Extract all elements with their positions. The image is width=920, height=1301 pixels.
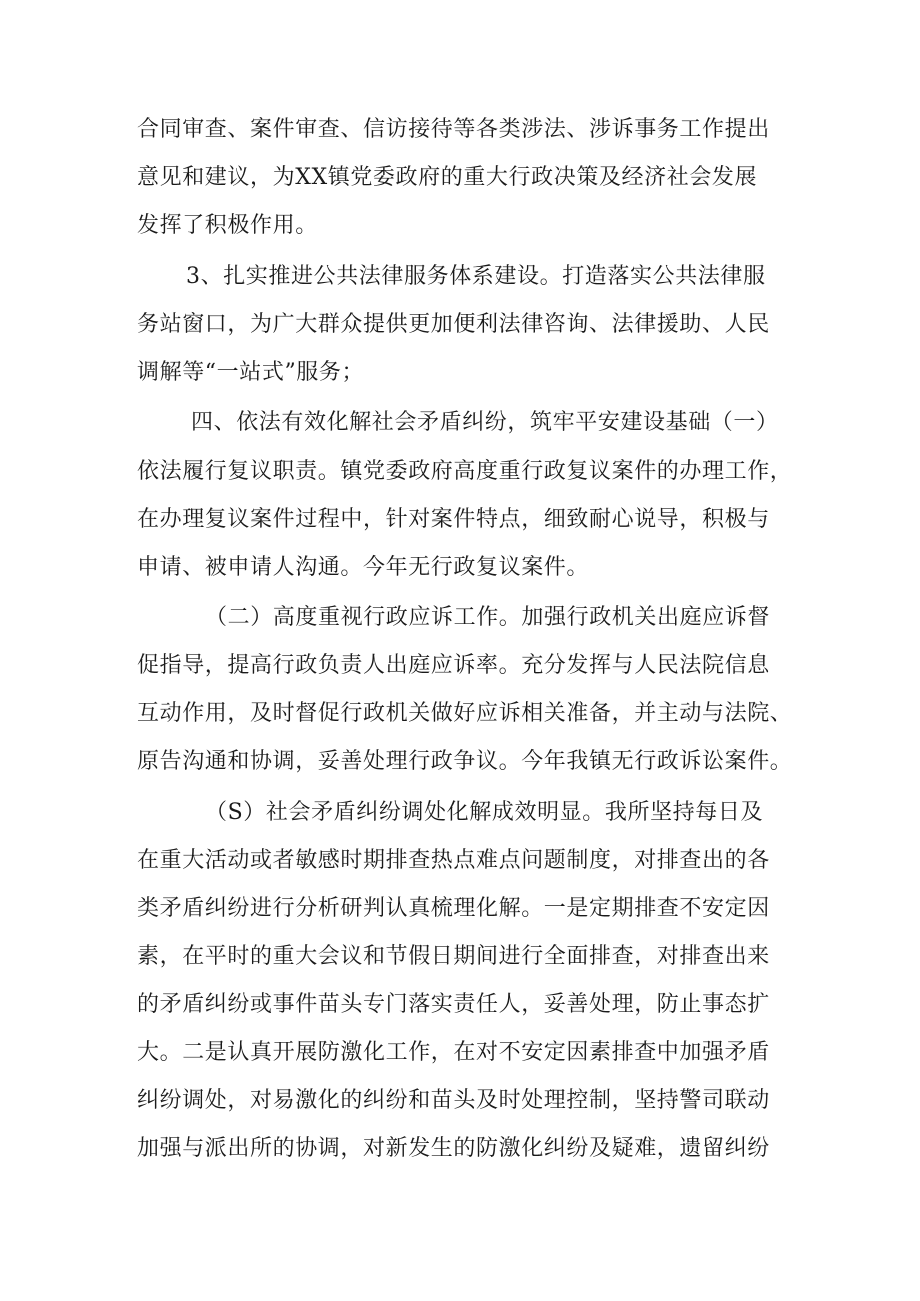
text-line: 调解等“一站式”服务； bbox=[137, 360, 365, 385]
text-line: 依法履行复议职责。镇党委政府高度重行政复议案件的办理工作， bbox=[137, 459, 793, 484]
text-line: 3、扎实推进公共法律服务体系建设。打造落实公共法律服 bbox=[186, 264, 766, 289]
text-line: 意见和建议，为XX镇党委政府的重大行政决策及经济社会发展 bbox=[137, 165, 758, 190]
text-line: （二）高度重视行政应诉工作。加强行政机关出庭应诉督 bbox=[205, 605, 771, 630]
text-line: 四、依法有效化解社会矛盾纠纷，筑牢平安建设基础（一） bbox=[191, 410, 779, 435]
text-line: 互动作用，及时督促行政机关做好应诉相关准备，并主动与法院、 bbox=[137, 701, 793, 726]
text-line: 在办理复议案件过程中，针对案件特点，细致耐心说导，积极与 bbox=[137, 507, 770, 532]
text-line: 类矛盾纠纷进行分析研判认真梳理化解。一是定期排查不安定因 bbox=[137, 896, 770, 921]
text-line: 的矛盾纠纷或事件苗头专门落实责任人，妥善处理，防止事态扩 bbox=[137, 992, 770, 1017]
text-line: 加强与派出所的协调，对新发生的防激化纠纷及疑难，遗留纠纷 bbox=[137, 1136, 770, 1161]
text-line: 在重大活动或者敏感时期排查热点难点问题制度，对排查出的各 bbox=[137, 848, 770, 873]
text-line: 发挥了积极作用。 bbox=[137, 213, 318, 238]
text-line: 原告沟通和协调，妥善处理行政争议。今年我镇无行政诉讼案件。 bbox=[137, 749, 793, 774]
text-line: 素，在平时的重大会议和节假日期间进行全面排查，对排查出来 bbox=[137, 944, 770, 969]
text-line: 申请、被申请人沟通。今年无行政复议案件。 bbox=[137, 555, 590, 580]
text-line: 纠纷调处，对易激化的纠纷和苗头及时处理控制，坚持警司联动 bbox=[137, 1088, 770, 1113]
text-line: 大。二是认真开展防激化工作，在对不安定因素排查中加强矛盾 bbox=[137, 1040, 770, 1065]
text-line: 务站窗口，为广大群众提供更加便利法律咨询、法律援助、人民 bbox=[137, 312, 770, 337]
text-line: 促指导，提高行政负责人出庭应诉率。充分发挥与人民法院信息 bbox=[137, 653, 770, 678]
text-line: 合同审查、案件审查、信访接待等各类涉法、涉诉事务工作提出 bbox=[137, 117, 770, 142]
text-line: （S）社会矛盾纠纷调处化解成效明显。我所坚持每日及 bbox=[205, 800, 764, 825]
